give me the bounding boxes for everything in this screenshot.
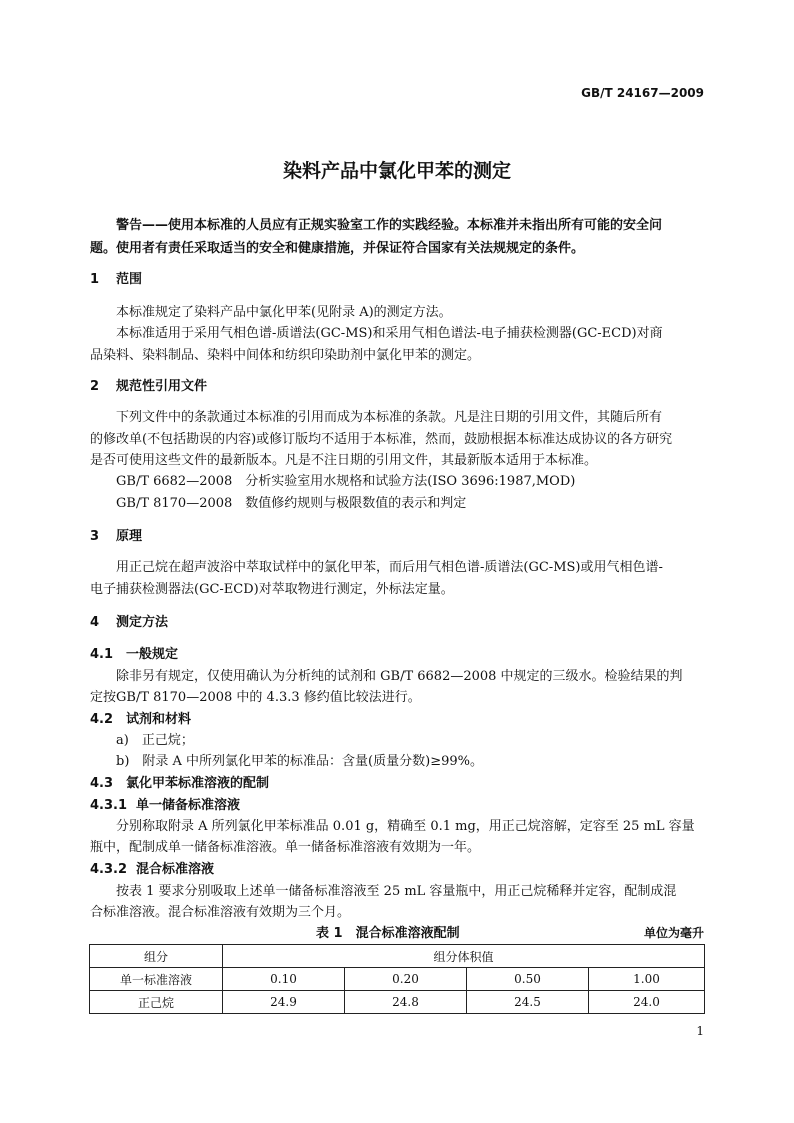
section-number: 4.3.2	[90, 862, 128, 877]
paragraph: 用正己烷在超声波浴中萃取试样中的氯化甲苯，而后用气相色谱-质谱法(GC-MS)或用气相色谱-	[116, 560, 663, 575]
section-title: 原理	[116, 529, 143, 544]
section-title: 单一储备标准溶液	[136, 798, 241, 813]
paragraph: 是否可使用这些文件的最新版本。凡是不注日期的引用文件，其最新版本适用于本标准。	[90, 453, 598, 468]
table-header-row	[90, 945, 705, 968]
table-cell: 0.50	[467, 968, 589, 991]
paragraph: 电子捕获检测器法(GC-ECD)对萃取物进行测定，外标法定量。	[90, 582, 454, 597]
section-title: 范围	[116, 272, 143, 287]
section-number: 1	[90, 272, 100, 287]
section-title: 混合标准溶液	[136, 862, 215, 877]
section-number: 2	[90, 379, 100, 394]
table-cell: 24.9	[223, 991, 345, 1014]
reference-item: GB/T 6682—2008 分析实验室用水规格和试验方法(ISO 3696:1987,MOD)	[116, 474, 576, 489]
table-header-cell: 组分	[90, 945, 223, 968]
paragraph: 下列文件中的条款通过本标准的引用而成为本标准的条款。凡是注日期的引用文件，其随后所有	[116, 410, 663, 425]
list-item: b) 附录 A 中所列氯化甲苯的标准品：含量(质量分数)≥99%。	[116, 754, 483, 769]
paragraph: 的修改单(不包括勘误的内容)或修订版均不适用于本标准，然而，鼓励根据本标准达成协议的各方研究	[90, 432, 673, 447]
paragraph: 分别称取附录 A 所列氯化甲苯标准品 0.01 g，精确至 0.1 mg，用正己烷溶解，定容至 25 mL 容量	[116, 819, 695, 834]
paragraph: 本标准规定了染料产品中氯化甲苯(见附录 A)的测定方法。	[116, 305, 452, 320]
paragraph: 按表 1 要求分别吸取上述单一储备标准溶液至 25 mL 容量瓶中，用正己烷稀释并定容，配制成混	[116, 884, 677, 899]
section-number: 4.3.1	[90, 798, 128, 813]
section-title: 一般规定	[126, 647, 179, 662]
table-cell: 正己烷	[90, 991, 223, 1014]
section-title: 试剂和材料	[126, 712, 192, 727]
paragraph: 定按GB/T 8170—2008 中的 4.3.3 修约值比较法进行。	[90, 690, 421, 705]
section-4-heading	[90, 611, 168, 630]
reference-item: GB/T 8170—2008 数值修约规则与极限数值的表示和判定	[116, 496, 467, 511]
table-cell: 0.20	[345, 968, 467, 991]
mix-standard-table	[89, 944, 705, 1014]
paragraph: 除非另有规定，仅使用确认为分析纯的试剂和 GB/T 6682—2008 中规定的三级水。检验结果的判	[116, 669, 683, 684]
table-cell: 单一标准溶液	[90, 968, 223, 991]
table-row	[90, 968, 705, 991]
section-number: 4.1	[90, 647, 114, 662]
paragraph: 本标准适用于采用气相色谱-质谱法(GC-MS)和采用气相色谱法-电子捕获检测器(GC-ECD)对商	[116, 326, 663, 341]
warning-line-1: 警告——使用本标准的人员应有正规实验室工作的实践经验。本标准并未指出所有可能的安全问	[116, 218, 663, 233]
table-cell: 24.8	[345, 991, 467, 1014]
section-title: 氯化甲苯标准溶液的配制	[126, 776, 270, 791]
section-4-3-2-heading	[90, 858, 214, 877]
section-title: 测定方法	[116, 615, 169, 630]
table-cell: 24.0	[589, 991, 705, 1014]
section-3-heading	[90, 525, 142, 544]
section-1-heading	[90, 268, 142, 287]
page-title: 染料产品中氯化甲苯的测定	[282, 160, 511, 182]
standard-number: GB/T 24167—2009	[581, 86, 704, 100]
section-2-heading	[90, 375, 207, 394]
warning-line-2: 题。使用者有责任采取适当的安全和健康措施，并保证符合国家有关法规规定的条件。	[90, 241, 585, 256]
section-4-3-heading	[90, 772, 269, 791]
paragraph: 合标准溶液。混合标准溶液有效期为三个月。	[90, 905, 351, 920]
table-cell: 0.10	[223, 968, 345, 991]
section-number: 4.3	[90, 776, 114, 791]
paragraph: 瓶中，配制成单一储备标准溶液。单一储备标准溶液有效期为一年。	[90, 840, 481, 855]
table-cell: 24.5	[467, 991, 589, 1014]
list-item: a) 正己烷；	[116, 733, 194, 748]
section-number: 4.2	[90, 712, 114, 727]
section-number: 3	[90, 529, 100, 544]
table-cell: 1.00	[589, 968, 705, 991]
table-row	[90, 991, 705, 1014]
page-number: 1	[696, 1024, 704, 1038]
table-header-cell: 组分体积值	[223, 945, 705, 968]
section-4-3-1-heading	[90, 794, 240, 813]
section-4-2-heading	[90, 708, 191, 727]
table-caption: 表 1 混合标准溶液配制	[316, 926, 460, 941]
section-number: 4	[90, 615, 100, 630]
section-4-1-heading	[90, 643, 178, 662]
paragraph: 品染料、染料制品、染料中间体和纺织印染助剂中氯化甲苯的测定。	[90, 348, 481, 363]
section-title: 规范性引用文件	[116, 379, 208, 394]
table-unit: 单位为毫升	[643, 926, 704, 940]
